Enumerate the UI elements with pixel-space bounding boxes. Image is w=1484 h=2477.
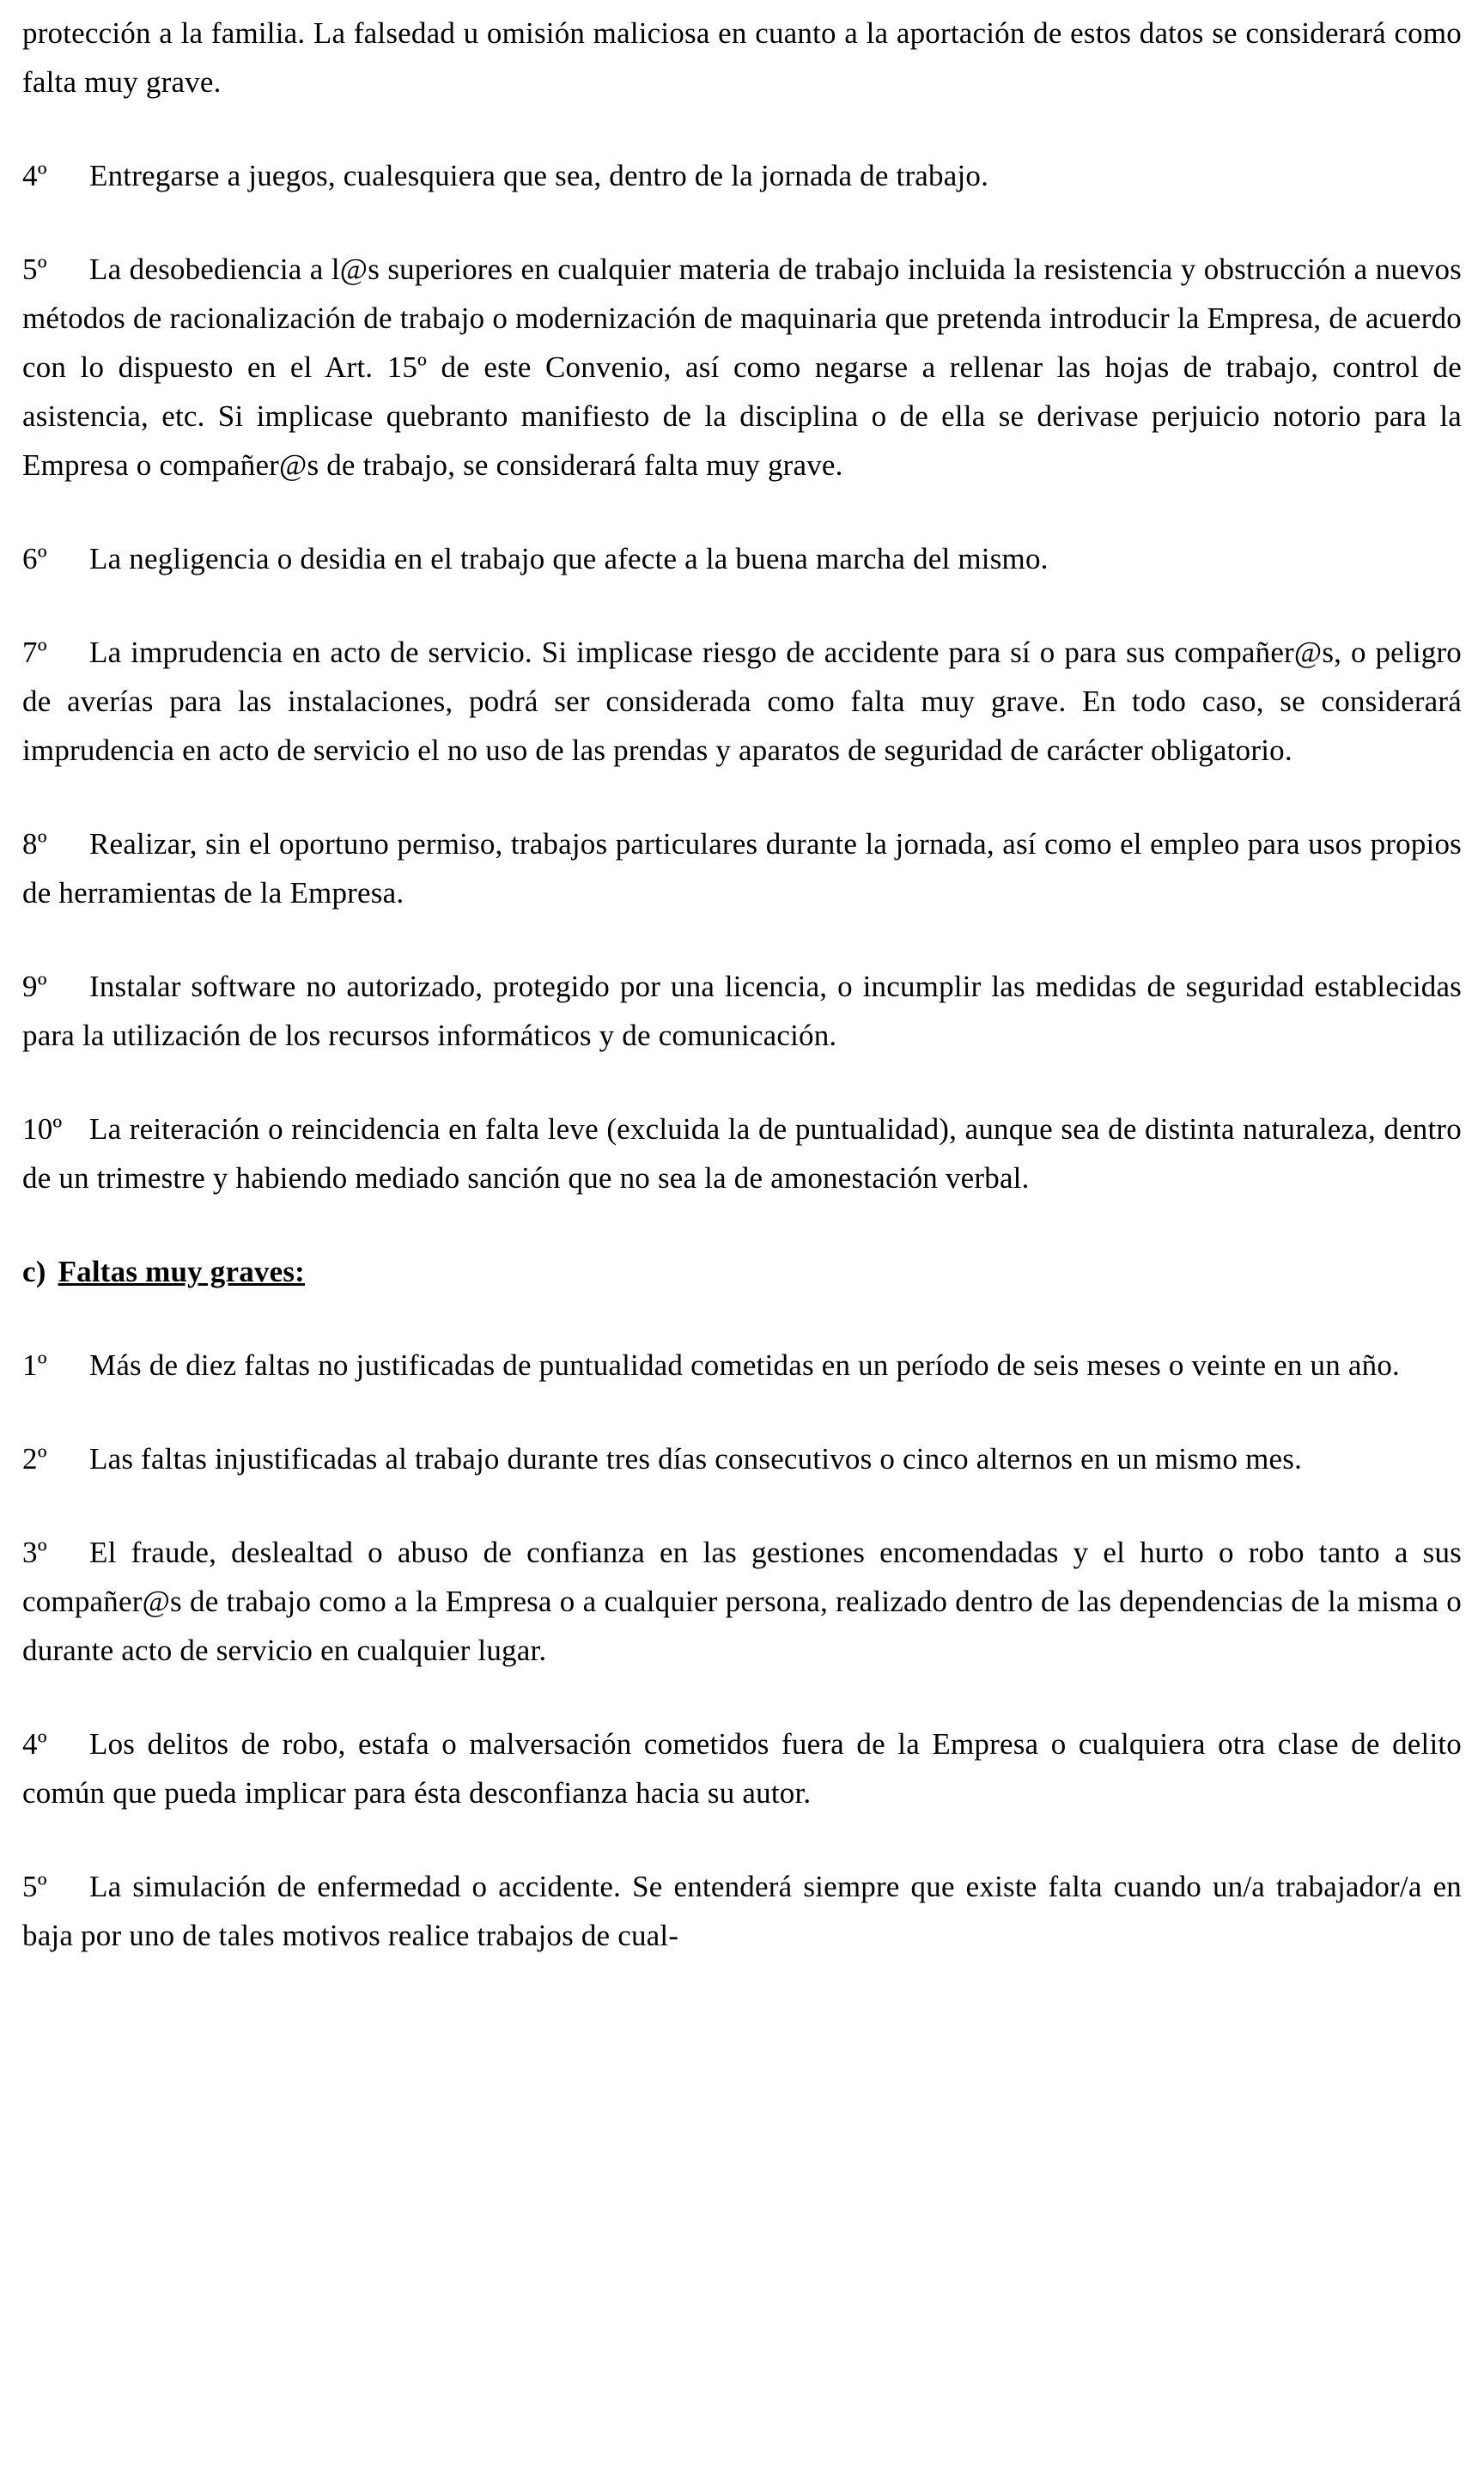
item-text: La desobediencia a l@s superiores en cualquier materia de trabajo incluida la resistencia y obstrucción a nuevos métodos de racionalización de trabajo o modernización de maquinaria que pretenda introducir la Empresa, de acuerdo con lo dispuesto en el Art. 15º de este Convenio, así como negarse a rellenar las hojas de trabajo, control de asistencia, etc. Si implicase quebranto manifiesto de la disciplina o de ella se derivase perjuicio notorio para la Empresa o compañer@s de trabajo, se considerará falta muy grave. (22, 253, 1462, 482)
item-b5 (22, 245, 1462, 490)
intro-paragraph: protección a la familia. La falsedad u omisión maliciosa en cuanto a la aportación de estos datos se considerará como falta muy grave. (22, 16, 1462, 99)
item-b10 (22, 1105, 1462, 1202)
item-b8 (22, 819, 1462, 917)
item-b4 (22, 151, 1462, 200)
item-b9 (22, 962, 1462, 1060)
item-number: 6º (22, 542, 47, 575)
item-text: Instalar software no autorizado, protegido por una licencia, o incumplir las medidas de seguridad establecidas para la utilización de los recursos informáticos y de comunicación. (22, 970, 1462, 1052)
item-number: 4º (22, 1727, 47, 1761)
item-text: La imprudencia en acto de servicio. Si implicase riesgo de accidente para sí o para sus compañer@s, o peligro de averías para las instalaciones, podrá ser considerada como falta muy grave. En todo caso, se considerará imprudencia en acto de servicio el no uso de las prendas y aparatos de seguridad de carácter obligatorio. (22, 636, 1462, 767)
item-text: El fraude, deslealtad o abuso de confianza en las gestiones encomendadas y el hurto o robo tanto a sus compañer@s de trabajo como a la Empresa o a cualquier persona, realizado dentro de las dependencias de la misma o durante acto de servicio en cualquier lugar. (22, 1536, 1462, 1667)
item-text: Más de diez faltas no justificadas de puntualidad cometidas en un período de seis meses o veinte en un año. (89, 1348, 1400, 1382)
item-text: La simulación de enfermedad o accidente. Se entenderá siempre que existe falta cuando un/a trabajador/a en baja por uno de tales motivos realice trabajos de cual- (22, 1870, 1462, 1952)
section-c-heading (22, 1247, 1462, 1296)
item-c3 (22, 1528, 1462, 1675)
item-c2 (22, 1434, 1462, 1483)
item-text: La negligencia o desidia en el trabajo que afecte a la buena marcha del mismo. (89, 542, 1049, 575)
item-text: La reiteración o reincidencia en falta leve (excluida la de puntualidad), aunque sea de distinta naturaleza, dentro de un trimestre y habiendo mediado sanción que no sea la de amonestación verbal. (22, 1112, 1462, 1195)
item-text: Realizar, sin el oportuno permiso, trabajos particulares durante la jornada, así como el empleo para usos propios de herramientas de la Empresa. (22, 827, 1462, 910)
item-number: 5º (22, 1870, 47, 1903)
item-c5 (22, 1862, 1462, 1960)
item-number: 7º (22, 636, 47, 669)
item-number: 3º (22, 1536, 47, 1569)
item-text: Entregarse a juegos, cualesquiera que sea, dentro de la jornada de trabajo. (89, 159, 989, 192)
item-text: Las faltas injustificadas al trabajo durante tres días consecutivos o cinco alternos en un mismo mes. (89, 1442, 1303, 1476)
section-title: Faltas muy graves: (58, 1255, 306, 1288)
section-letter: c) (22, 1255, 46, 1288)
item-number: 5º (22, 253, 47, 286)
item-number: 4º (22, 159, 47, 192)
item-b7 (22, 628, 1462, 775)
item-number: 10º (22, 1112, 63, 1146)
item-c4 (22, 1719, 1462, 1817)
item-c1 (22, 1341, 1462, 1390)
item-number: 2º (22, 1442, 47, 1476)
item-number: 8º (22, 827, 47, 861)
item-text: Los delitos de robo, estafa o malversación cometidos fuera de la Empresa o cualquiera otra clase de delito común que pueda implicar para ésta desconfianza hacia su autor. (22, 1727, 1462, 1810)
item-number: 9º (22, 970, 47, 1003)
item-number: 1º (22, 1348, 47, 1382)
item-b6 (22, 534, 1462, 583)
